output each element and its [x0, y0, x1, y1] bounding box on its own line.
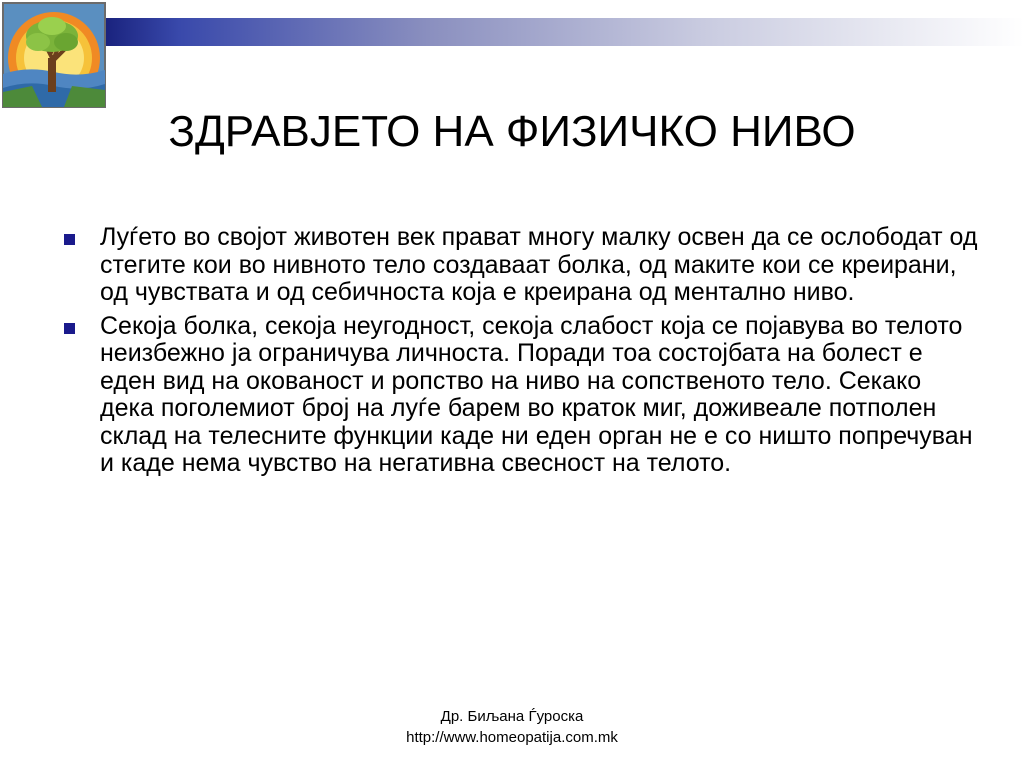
slide-title: ЗДРАВЈЕТО НА ФИЗИЧКО НИВО — [168, 107, 856, 156]
bullet-text: Луѓето во својот животен век прават многу малку освен да се ослободат од стегите кои во нивното тело создаваат болка, од макитe кои се креирани, од чувствата и од себичноста која е креирана од ментално ниво. — [100, 223, 978, 306]
list-item — [62, 224, 982, 307]
bullet-text: Секоја болка, секоја неугодност, секоја слабост која се појавува во телото неизбежно ја ограничува личноста. Поради тоа состојбата на болест е еден вид на окованост и ропство на ниво на сопственото тело. Секако дека поголемиот број на луѓе барем во краток миг, доживеале потполен склад на телесните функции каде ни еден орган не е со ништо попречуван и каде нема чувство на негативна свесност на телото. — [100, 311, 973, 477]
list-item — [62, 313, 982, 478]
header-gradient-bar — [106, 18, 1024, 46]
footer-author: Др. Биљана Ѓуроска — [440, 708, 584, 725]
tree-logo-icon — [2, 2, 106, 108]
square-bullet-icon — [64, 323, 75, 334]
footer-url: http://www.homeopatija.com.mk — [406, 729, 618, 746]
bullet-list — [62, 224, 982, 484]
slide-footer — [0, 706, 1024, 748]
square-bullet-icon — [64, 234, 75, 245]
